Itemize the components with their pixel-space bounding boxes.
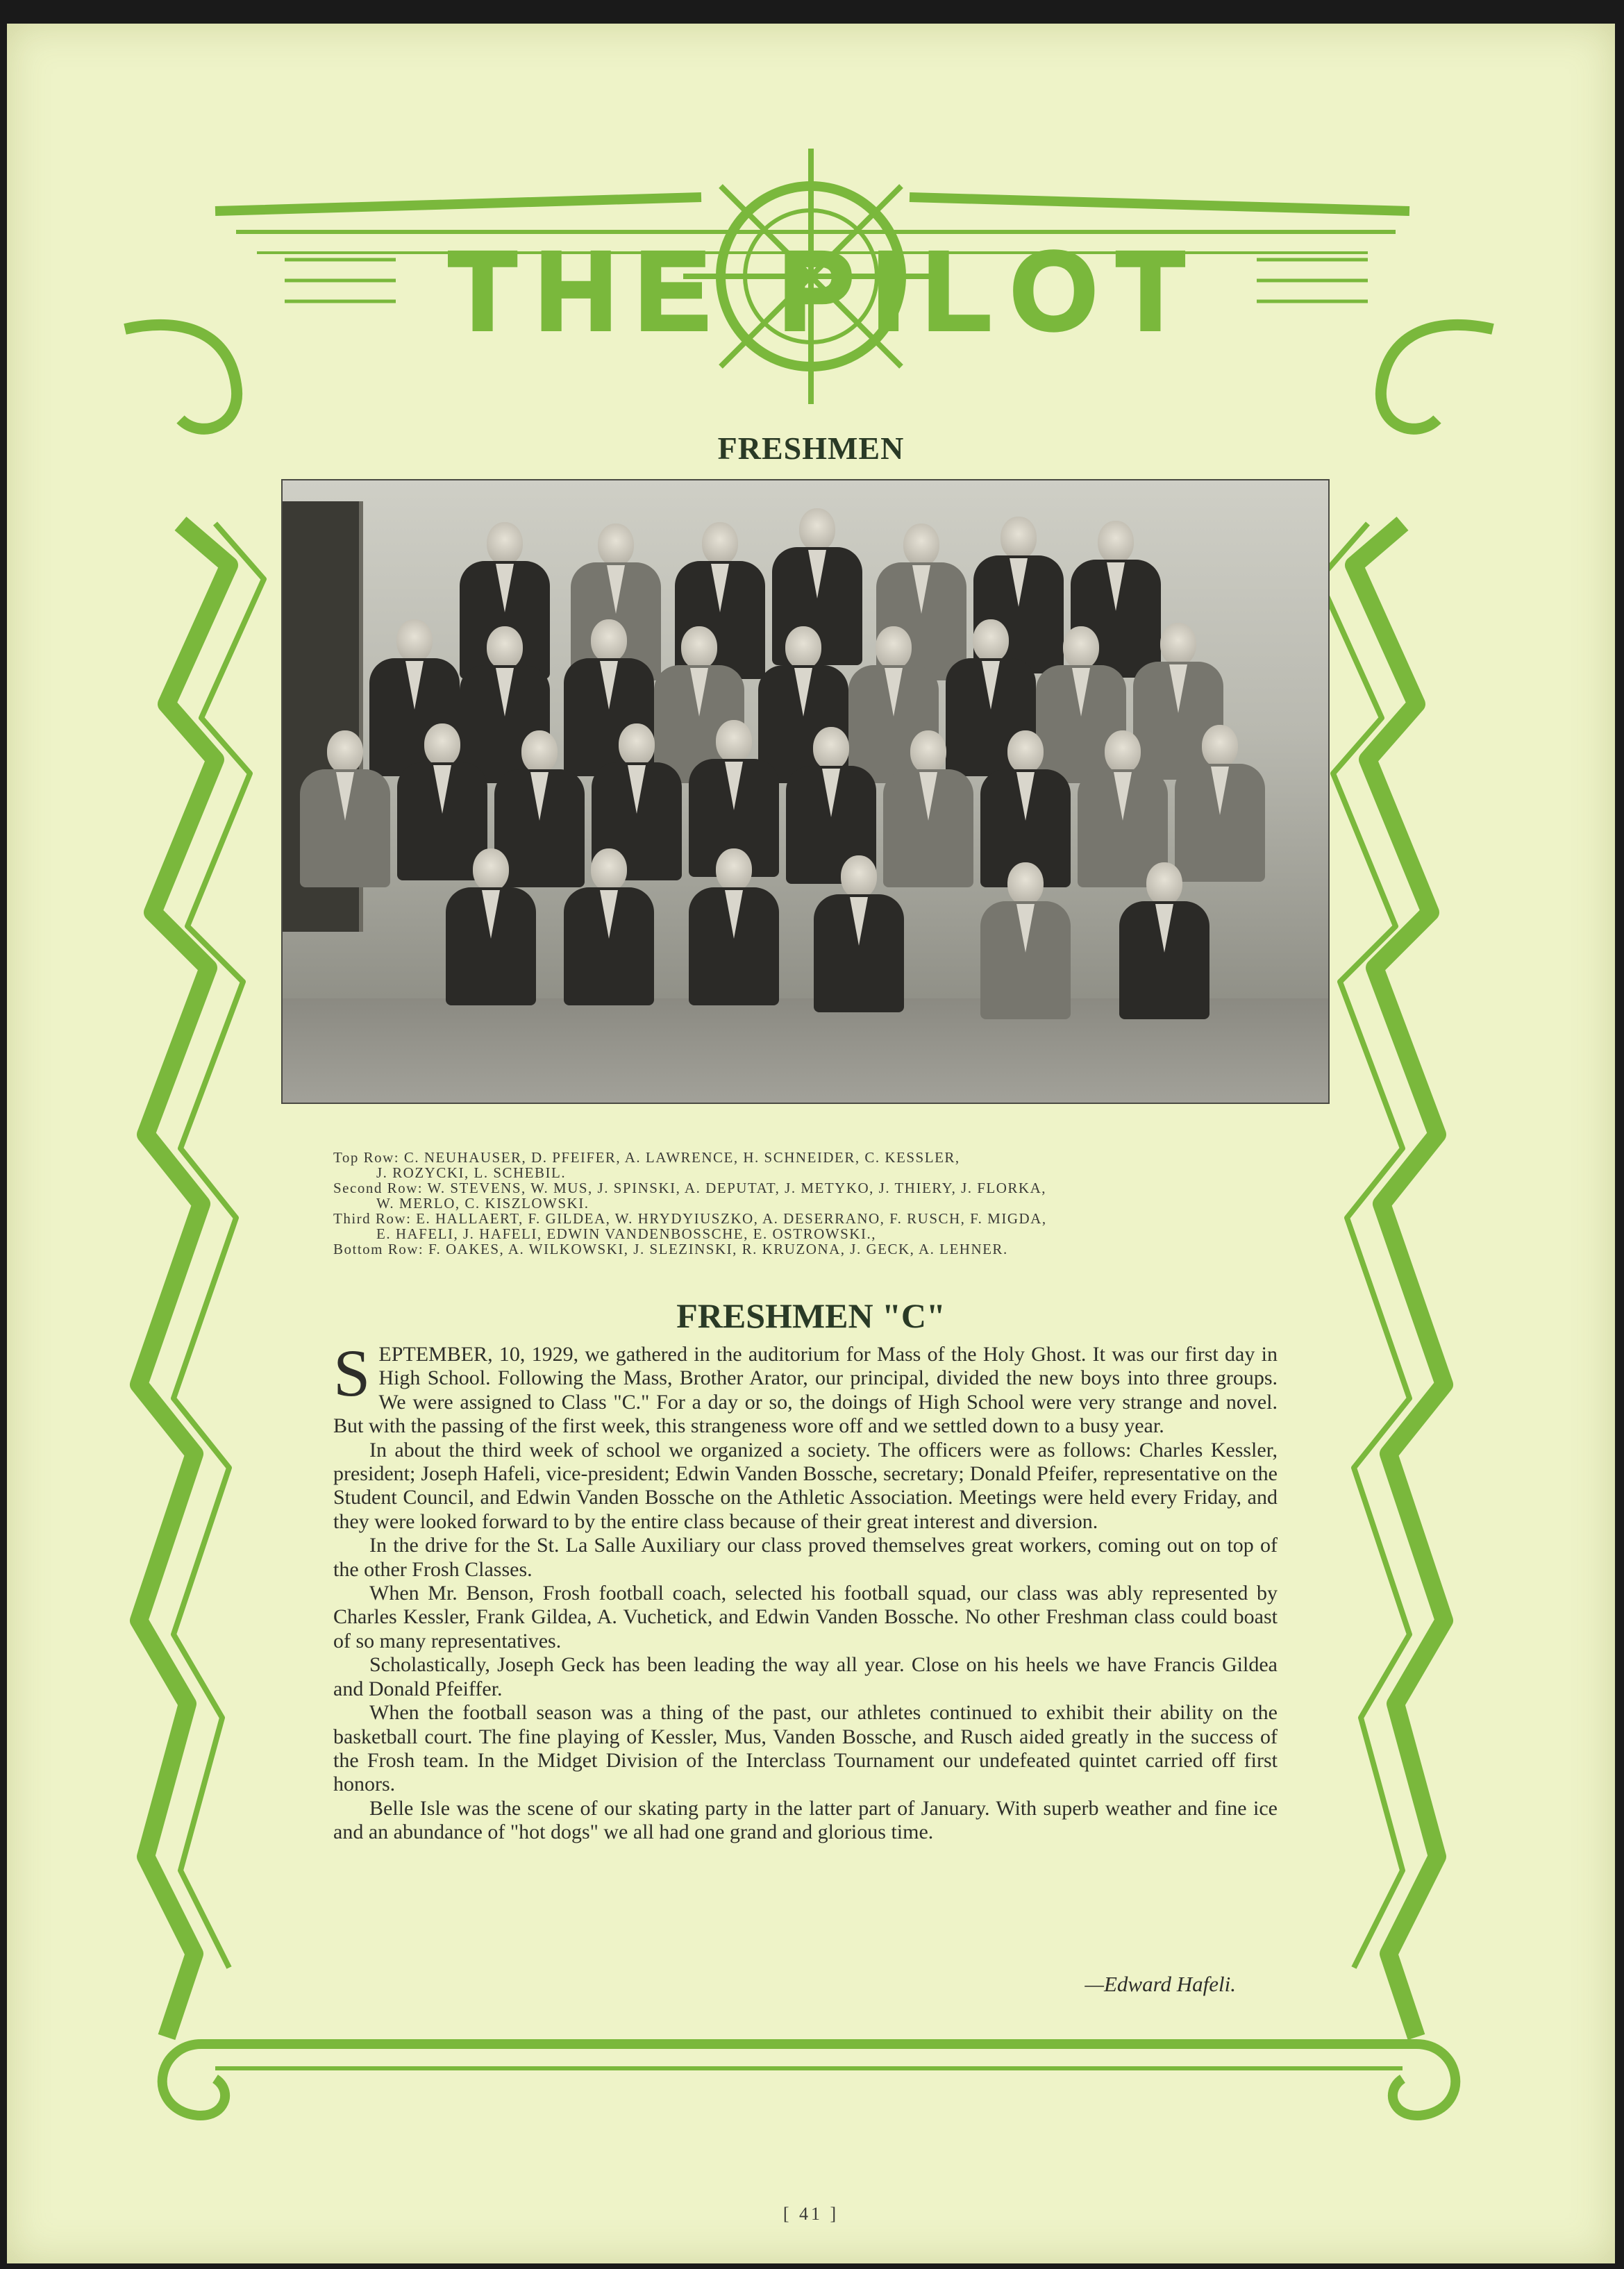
photo-person	[810, 855, 907, 1015]
caption-line: W. MERLO, C. KISZLOWSKI.	[376, 1195, 589, 1212]
photo-person	[296, 730, 394, 890]
article-paragraph: When Mr. Benson, Frosh football coach, selected his football squad, our class was ably represented by Charles Kessler, Frank Gildea, A. Vuchetick, and Edwin Vanden Bossche. No other Freshman class could boast of so many representatives.	[333, 1582, 1278, 1652]
page-number: [ 41 ]	[782, 2204, 839, 2224]
article-paragraph: In about the third week of school we organized a society. The officers were as follows: Charles Kessler, president; Joseph Hafeli, vice-president; Edwin Vanden Bossche, secretary; Donald Pfeifer, representative on the Student Council, and Edwin Vanden Bossche on the Athletic Association. Meetings were held every Friday, and they were looked forward to by the entire class because of their great interest and diversion.	[333, 1438, 1278, 1533]
caption-line: Top Row: C. NEUHAUSER, D. PFEIFER, A. LAWRENCE, H. SCHNEIDER, C. KESSLER,	[333, 1149, 960, 1166]
caption-line: E. HAFELI, J. HAFELI, EDWIN VANDENBOSSCHE, E. OSTROWSKI.,	[376, 1225, 876, 1242]
photo-person	[1116, 862, 1213, 1022]
section-title: FRESHMEN	[717, 430, 905, 466]
yearbook-page	[7, 24, 1615, 2263]
article-paragraph: When the football season was a thing of the past, our athletes continued to exhibit their ability on the basketball court. The fine playing of Kessler, Mus, Vanden Bossche, and Rusch aided greatly in the success of the Frosh team. In the Midget Division of the Interclass Tournament our undefeated quintet carried off first honors.	[333, 1701, 1278, 1796]
photo-captions	[333, 1150, 1319, 1257]
decorative-frame	[7, 24, 1615, 2263]
caption-line: Second Row: W. STEVENS, W. MUS, J. SPINSKI, A. DEPUTAT, J. METYKO, J. THIERY, J. FLORKA,	[333, 1180, 1047, 1196]
caption-line: Bottom Row: F. OAKES, A. WILKOWSKI, J. SLEZINSKI, R. KRUZONA, J. GECK, A. LEHNER.	[333, 1241, 1008, 1257]
photo-person	[560, 848, 658, 1008]
photo-person	[977, 862, 1074, 1022]
photo-person	[1171, 725, 1269, 885]
article-paragraph: Belle Isle was the scene of our skating party in the latter part of January. With superb weather and fine ice and an abundance of "hot dogs" we all had one grand and glorious time.	[333, 1796, 1278, 1844]
class-photo	[281, 479, 1330, 1104]
article-paragraph: In the drive for the St. La Salle Auxiliary our class proved themselves great workers, coming out on top of the other Frosh Classes.	[333, 1534, 1278, 1581]
photo-person	[685, 848, 782, 1008]
caption-line: J. ROZYCKI, L. SCHEBIL.	[376, 1164, 567, 1181]
caption-line: Third Row: E. HALLAERT, F. GILDEA, W. HRYDYIUSZKO, A. DESERRANO, F. RUSCH, F. MIGDA,	[333, 1210, 1047, 1227]
photo-person	[442, 848, 539, 1008]
article-body	[333, 1336, 1278, 1845]
author-signature: —Edward Hafeli.	[1085, 1972, 1236, 1996]
article-paragraph: Scholastically, Joseph Geck has been leading the way all year. Close on his heels we have Francis Gildea and Donald Pfeiffer.	[333, 1653, 1278, 1700]
article-paragraph: SEPTEMBER, 10, 1929, we gathered in the auditorium for Mass of the Holy Ghost. It was our first day in High School. Following the Mass, Brother Arator, our principal, divided the new boys into three groups. We were assigned to Class "C." For a day or so, the doings of High School were very strange and novel. But with the passing of the first week, this strangeness wore off and we settled down to a busy year.	[333, 1336, 1278, 1438]
article-title: FRESHMEN "C"	[676, 1296, 946, 1335]
drop-cap: S	[333, 1336, 371, 1410]
masthead-title: THE PILOT	[449, 228, 1204, 353]
